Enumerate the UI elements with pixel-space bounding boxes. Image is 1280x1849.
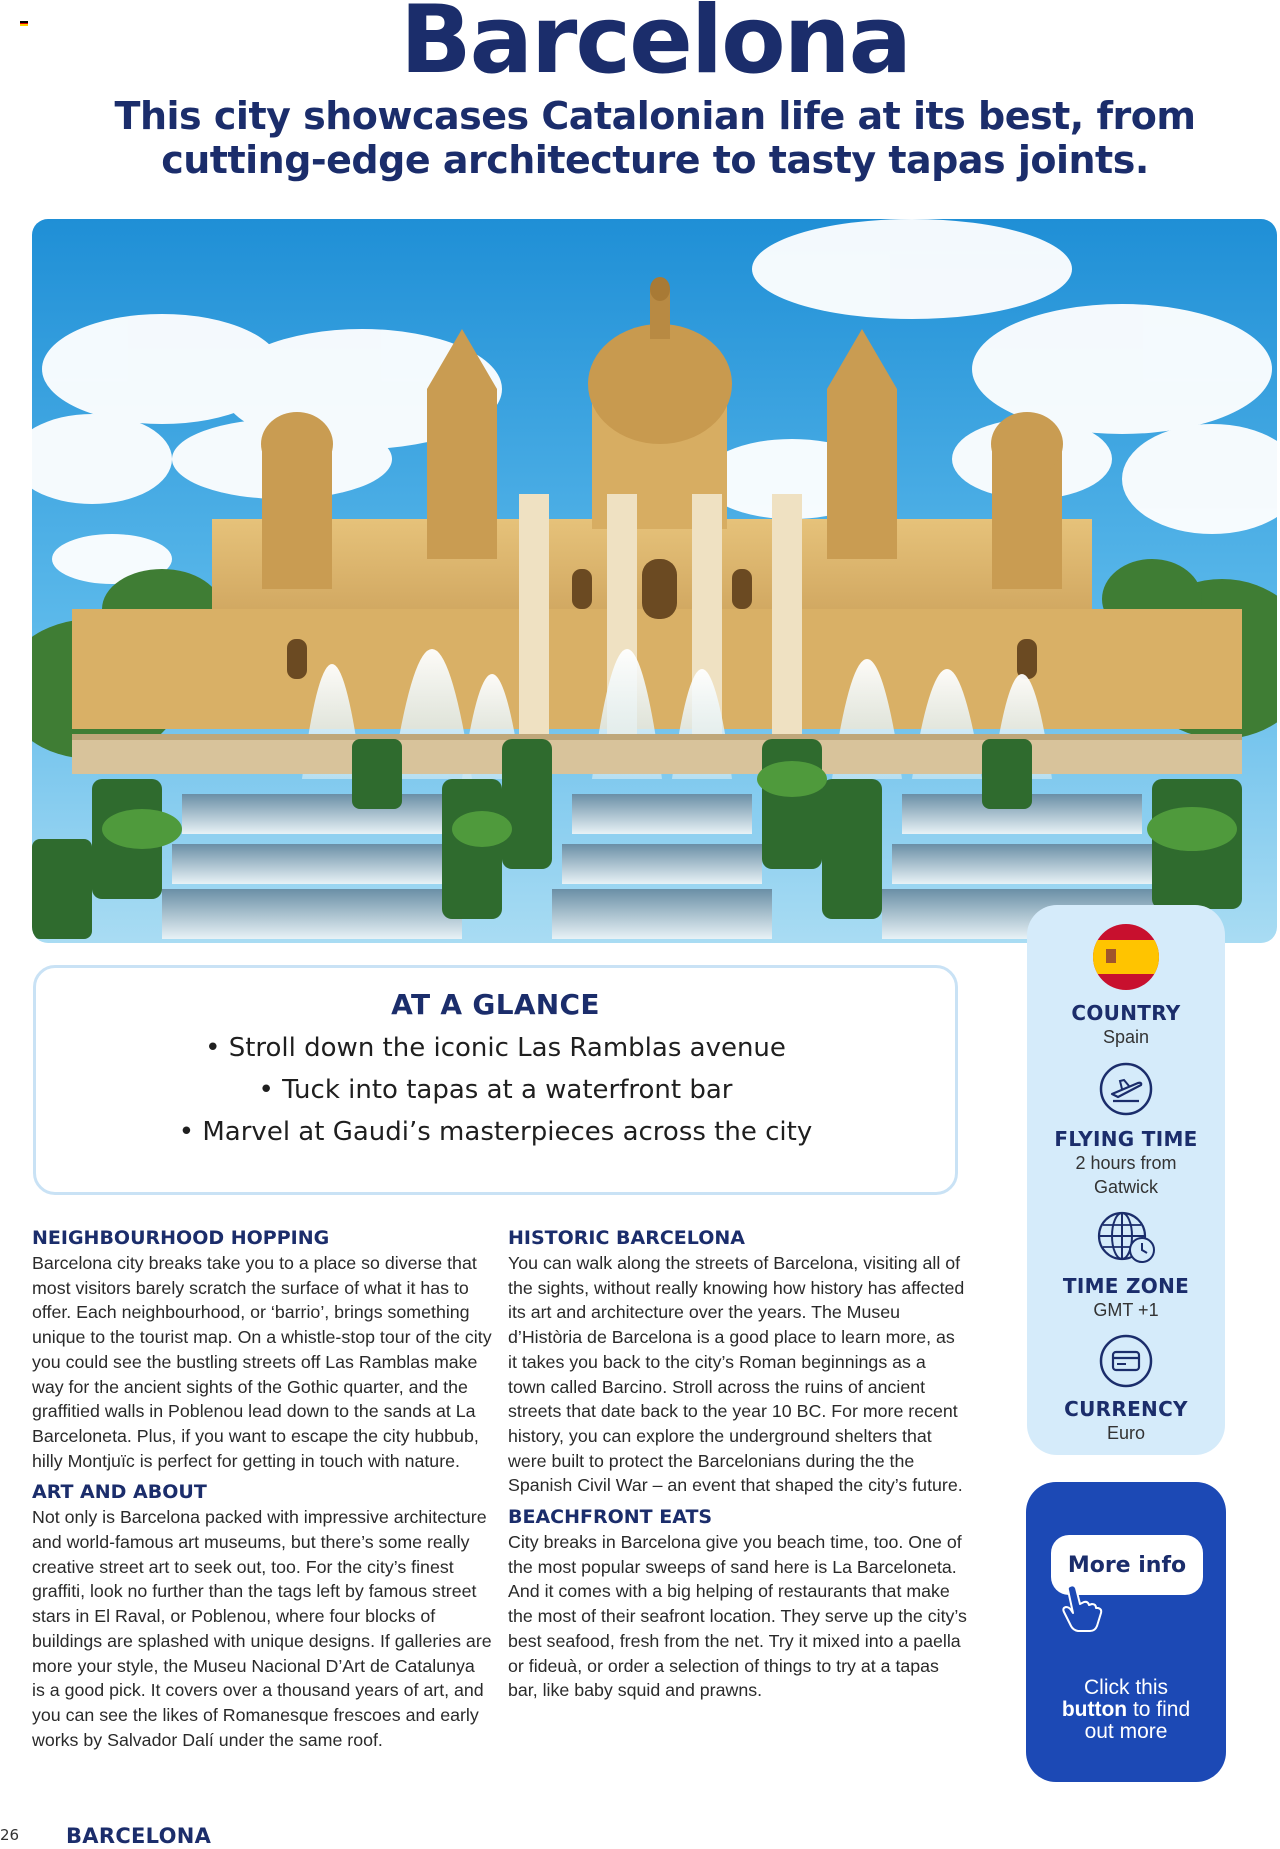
section-text: You can walk along the streets of Barcelona, visiting all of the sights, without really knowing how history has affected its art and architecture over the years. The Museu d’Història de Barcelona is a good place to learn more, as it takes you back to the city’s Roman beginnings as a town called Barcino. Stroll across the ruins of ancient streets that date back to the year 10 BC. For more recent history, you can explore the underground shelters that were built to protect the Barcelonians during the the Spanish Civil War – an event that shaped the city’s future.	[508, 1253, 965, 1496]
subtitle-line-2: cutting-edge architecture to tasty tapas joints.	[161, 138, 1149, 182]
country-label: COUNTRY	[1071, 1001, 1181, 1025]
time-zone-value: GMT +1	[1093, 1300, 1159, 1320]
list-item: • Stroll down the iconic Las Ramblas avenue	[36, 1027, 955, 1069]
time-zone-fact	[1027, 1210, 1225, 1322]
plane-icon	[1098, 1061, 1154, 1117]
cta-line-2-bold: button	[1061, 1698, 1128, 1721]
right-column	[508, 1227, 968, 1711]
at-a-glance-list	[36, 1027, 955, 1153]
cta-line-2	[1026, 1699, 1226, 1721]
at-a-glance-heading: AT A GLANCE	[391, 988, 600, 1021]
globe-clock-icon	[1096, 1210, 1156, 1266]
flying-time-label: FLYING TIME	[1054, 1127, 1198, 1151]
palau-nacional-photo	[32, 219, 1277, 943]
cta-line-3: out more	[1084, 1720, 1168, 1743]
footer-section-title: BARCELONA	[66, 1824, 212, 1848]
country-value: Spain	[1102, 1027, 1150, 1047]
subtitle-line-1: This city showcases Catalonian life at its best, from	[114, 94, 1196, 138]
art-section	[32, 1481, 492, 1752]
section-text: City breaks in Barcelona give you beach time, too. One of the most popular sweeps of sand here is La Barceloneta. And it comes with a big helping of restaurants that make the most of their seafront location. They serve up the city’s best seafood, fresh from the net. Try it mixed into a paella or fideuà, or order a selection of things to try at a tapas bar, like baby squid and prawns.	[508, 1532, 967, 1701]
list-item: • Tuck into tapas at a waterfront bar	[36, 1069, 955, 1111]
at-a-glance-box	[33, 965, 958, 1195]
more-info-button[interactable]: More info	[1051, 1535, 1203, 1595]
country-fact	[1027, 923, 1225, 1049]
currency-fact	[1027, 1333, 1225, 1445]
hand-pointer-icon	[1060, 1582, 1104, 1634]
facts-sidebar	[1027, 905, 1225, 1455]
section-text: Not only is Barcelona packed with impressive architecture and world-famous art museums, but there’s some really creative street art to seek out, too. For the city’s finest graffiti, look no further than the tags left by famous street stars in El Raval, or Poblenou, where four blocks of buildings are splashed with unique designs. If galleries are more your style, the Museu Nacional D’Art de Catalunya is a good pick. It covers over a thousand years of art, and you can see the likes of Romanesque frescoes and early works by Salvador Dalí under the same roof.	[32, 1507, 492, 1750]
historic-section	[508, 1227, 968, 1498]
cta-line-1: Click this	[1083, 1676, 1168, 1699]
list-item: • Marvel at Gaudi’s masterpieces across the city	[36, 1111, 955, 1153]
flying-time-value-line-2: Gatwick	[1093, 1177, 1158, 1197]
hero-photo	[32, 219, 1277, 943]
spain-flag-icon	[1092, 923, 1160, 991]
section-heading: ART AND ABOUT	[32, 1481, 207, 1504]
neighbourhood-section	[32, 1227, 492, 1473]
cta-text	[1026, 1677, 1226, 1743]
section-text: Barcelona city breaks take you to a place so diverse that most visitors barely scratch the surface of what it has to offer. Each neighbourhood, or ‘barrio’, brings something unique to the tourist map. On a whistle-stop tour of the city you could see the bustling streets off Las Ramblas make way for the ancient sights of the Gothic quarter, and the graffitied walls in Poblenou lead down to the sands at La Barceloneta. Plus, if you want to escape the city hubbub, hilly Montjuïc is perfect for getting in touch with nature.	[32, 1253, 492, 1471]
flying-time-value-line-1: 2 hours from	[1075, 1153, 1177, 1173]
cta-line-2-rest: to find	[1127, 1698, 1191, 1721]
more-info-panel	[1026, 1482, 1226, 1782]
time-zone-label: TIME ZONE	[1062, 1274, 1190, 1298]
beachfront-section	[508, 1506, 968, 1703]
page-subtitle	[100, 94, 1210, 182]
section-heading: HISTORIC BARCELONA	[508, 1227, 745, 1249]
card-icon	[1098, 1333, 1154, 1389]
currency-label: CURRENCY	[1064, 1397, 1188, 1421]
page-title: Barcelona	[399, 0, 911, 95]
left-column	[32, 1227, 492, 1760]
section-heading: BEACHFRONT EATS	[508, 1506, 713, 1529]
currency-value: Euro	[1106, 1423, 1146, 1443]
flying-time-fact	[1027, 1061, 1225, 1199]
section-heading: NEIGHBOURHOOD HOPPING	[32, 1227, 330, 1249]
page-number: 26	[0, 1826, 20, 1844]
